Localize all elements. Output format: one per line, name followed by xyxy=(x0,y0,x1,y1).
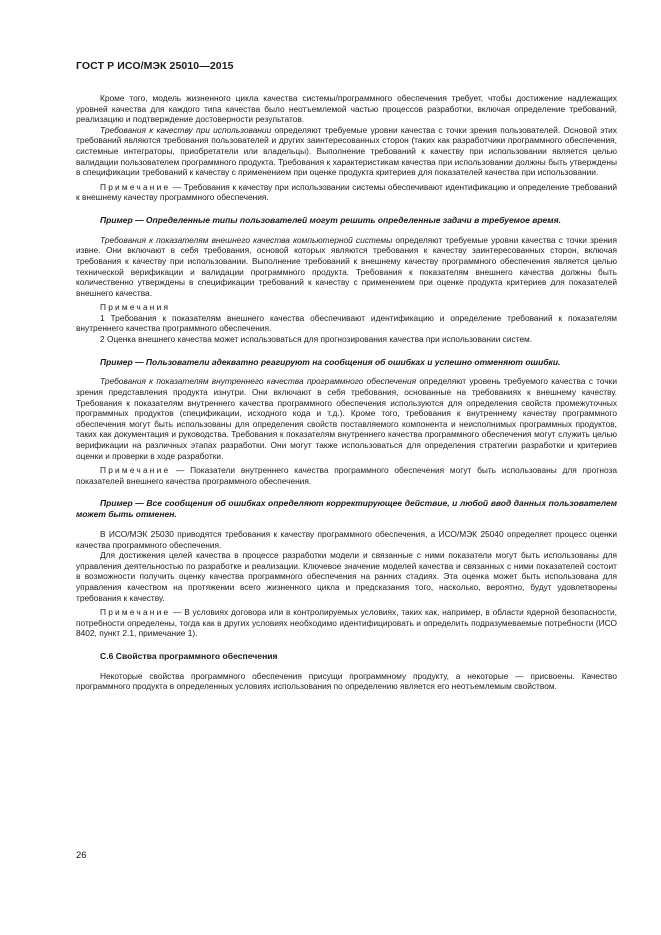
example: Пример — Определенные типы пользователей могут решить определенные задачи в требуемое время. xyxy=(100,214,561,225)
page-number: 26 xyxy=(76,850,87,861)
section-heading: С.6 Свойства программного обеспечения xyxy=(100,650,278,661)
note-text: — Показатели внутреннего качества программного обеспечения могут быть использованы для прогноза показателей внешнего качества программного обеспечения. xyxy=(76,465,617,486)
example: Пример — Пользователи адекватно реагируют на сообщения об ошибках и успешно отменяют ошибки. xyxy=(100,356,561,367)
note xyxy=(76,465,617,486)
term: Требования к показателям внутреннего качества программного обеспечения xyxy=(100,376,417,387)
note-text: — В условиях договора или в контролируемых условиях, таких как, например, в области ядерной безопасности, потребности определены, тогда как в других условиях необходимо идентифицировать и определить подразумеваемые потребности (ИСО 8402, пункт 2.1, примечание 1). xyxy=(76,607,617,639)
note xyxy=(76,182,617,203)
document-header: ГОСТ Р ИСО/МЭК 25010—2015 xyxy=(76,60,234,72)
note-label: Примечание xyxy=(100,607,171,618)
document-body xyxy=(76,93,617,692)
note-label: Примечание xyxy=(100,181,171,192)
paragraph xyxy=(76,125,617,178)
paragraph: Для достижения целей качества в процессе разработки модели и связанные с ними показатели могут быть использованы для управления деятельностью по разработке и реализации. Ключевое значение моделей качества и связанных с ними показателей состоит в возможности получить оценку качества программного обеспечения на ранних стадиях. Эта оценка может быть использована для управления качеством на протяжении всего жизненного цикла и предсказания того, насколько, вероятно, будут удовлетворены требования к качеству. xyxy=(76,550,617,603)
term: Требования к качеству при использовании xyxy=(100,124,272,135)
paragraph xyxy=(76,376,617,461)
paragraph xyxy=(76,235,617,299)
note-item: 2 Оценка внешнего качества может использоваться для прогнозирования качества при использовании систем. xyxy=(100,334,533,345)
notes-label: Примечания xyxy=(100,302,171,313)
paragraph-text: определяют требуемые уровни качества с точки зрения извне. Они включают в себя требования, основой которых являются требования к качеству заинтересованных сторон, включая требования к качеству при использовании. Выполнение требований к внешнему качеству программного обеспечения является целью технической верификации и валидации программного продукта. Требования к показателям внешнего качества должны быть количественно утверждены в спецификации требований к качеству с применением при оценке продукта критериев для показателей внешнего качества. xyxy=(76,234,617,298)
paragraph: В ИСО/МЭК 25030 приводятся требования к качеству программного обеспечения, а ИСО/МЭК 25040 определяет процесс оценки качества программного обеспечения. xyxy=(76,529,617,550)
paragraph-text: определяют требуемые уровни качества с точки зрения пользователей. Основой этих требований являются требования пользователей и других заинтересованных сторон (таких как разработчики программного обеспечения, системные интеграторы, приобретатели или владельцы). Выполнение требований к качеству при использовании является целью валидации пользователем программного продукта. Требования к характеристикам качества при использовании должны быть утверждены в спецификации требований к качеству с применением при оценке продукта критериев для показателей качества при использовании. xyxy=(76,124,617,178)
note xyxy=(76,607,617,639)
term: Требования к показателям внешнего качества компьютерной системы xyxy=(100,234,393,245)
paragraph-text: определяют уровень требуемого качества с точки зрения представления продукта изнутри. Они включают в себя требования, основанные на требованиях к внешнему качеству. Требования к показателям внутреннего качества программного обеспечения используются для определения свойств промежуточных программных продуктов (спецификации, исходного кода и т.д.). Кроме того, требования к внутреннему качеству программного обеспечения могут быть использованы для определения свойств поставляемого компонента и неисполнимых программных продуктов, таких как документация и руководства. Требования к показателям внутреннего качества программного обеспечения могут служить целью верификации на различных этапах разработки. Они могут также использоваться для определения стратегии разработки и критериев оценки и проверки в ходе разработки. xyxy=(76,376,617,461)
note-item: 1 Требования к показателям внешнего качества обеспечивают идентификацию и определение требований к показателям внутреннего качества программного обеспечения. xyxy=(76,312,617,334)
example: Пример — Все сообщения об ошибках определяют корректирующее действие, и любой ввод данных пользователем может быть отменен. xyxy=(76,498,617,520)
paragraph: Некоторые свойства программного обеспечения присущи программному продукту, а некоторые — присвоены. Качество программного продукта в определенных условиях использования по определению является его неотъемлемым свойством. xyxy=(76,670,617,692)
paragraph: Кроме того, модель жизненного цикла качества системы/программного обеспечения требует, чтобы достижение надлежащих уровней качества для каждого типа качества было неотъемлемой частью процессов разработки, включая определение требований, реализацию и подтверждение достоверности результатов. xyxy=(76,93,617,125)
note-text: — Требования к качеству при использовании системы обеспечивают идентификацию и определение требований к внешнему качеству программного обеспечения. xyxy=(76,181,617,203)
notes-heading xyxy=(76,302,617,313)
note-label: Примечание xyxy=(100,465,171,476)
